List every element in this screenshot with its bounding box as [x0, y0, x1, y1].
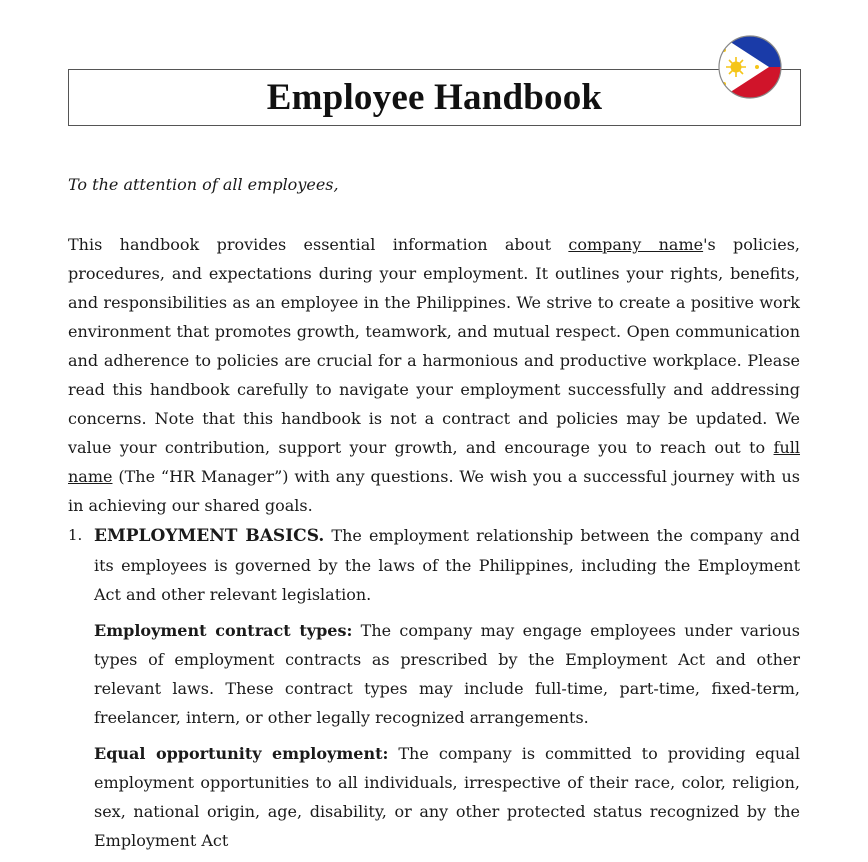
contract-types-paragraph	[94, 616, 800, 732]
company-name-placeholder[interactable]: company name	[568, 235, 704, 254]
philippines-flag-icon	[717, 34, 783, 100]
contract-types-heading: Employment contract types:	[94, 621, 353, 640]
page-title: Employee Handbook	[266, 77, 603, 118]
intro-paragraph	[68, 230, 800, 520]
section-intro-paragraph	[94, 521, 800, 609]
section-number: 1.	[68, 526, 83, 544]
full-name-placeholder[interactable]: full name	[68, 438, 800, 486]
section-employment-basics	[68, 521, 800, 862]
intro-text-3: (The “HR Manager”) with any questions. We wish you a successful journey with us in achieving our shared goals.	[68, 467, 800, 515]
section-heading: EMPLOYMENT BASICS.	[94, 526, 325, 546]
section-text: The employment relationship between the company and its employees is governed by the laws of the Philippines, including the Employment Act and other relevant legislation.	[94, 526, 800, 604]
salutation: To the attention of all employees,	[68, 175, 339, 194]
equal-opportunity-paragraph	[94, 739, 800, 855]
intro-text-2: 's policies, procedures, and expectations during your employment. It outlines your rights, benefits, and responsibilities as an employee in the Philippines. We strive to create a positive work environment that promotes growth, teamwork, and mutual respect. Open communication and adherence to policies are crucial for a harmonious and productive workplace. Please read this handbook carefully to navigate your employment successfully and addressing concerns. Note that this handbook is not a contract and policies may be updated. We value your contribution, support your growth, and encourage you to reach out to	[68, 235, 800, 457]
intro-text-1: This handbook provides essential information about	[68, 235, 569, 254]
equal-opportunity-text: The company is committed to providing equal employment opportunities to all individuals, irrespective of their race, color, religion, sex, national origin, age, disability, or any other protected status recognized by the Employment Act	[94, 744, 800, 850]
title-box	[68, 69, 801, 126]
contract-types-text: The company may engage employees under various types of employment contracts as prescribed by the Employment Act and other relevant laws. These contract types may include full-time, part-time, fixed-term, freelancer, intern, or other legally recognized arrangements.	[94, 621, 801, 727]
equal-opportunity-heading: Equal opportunity employment:	[94, 744, 389, 763]
